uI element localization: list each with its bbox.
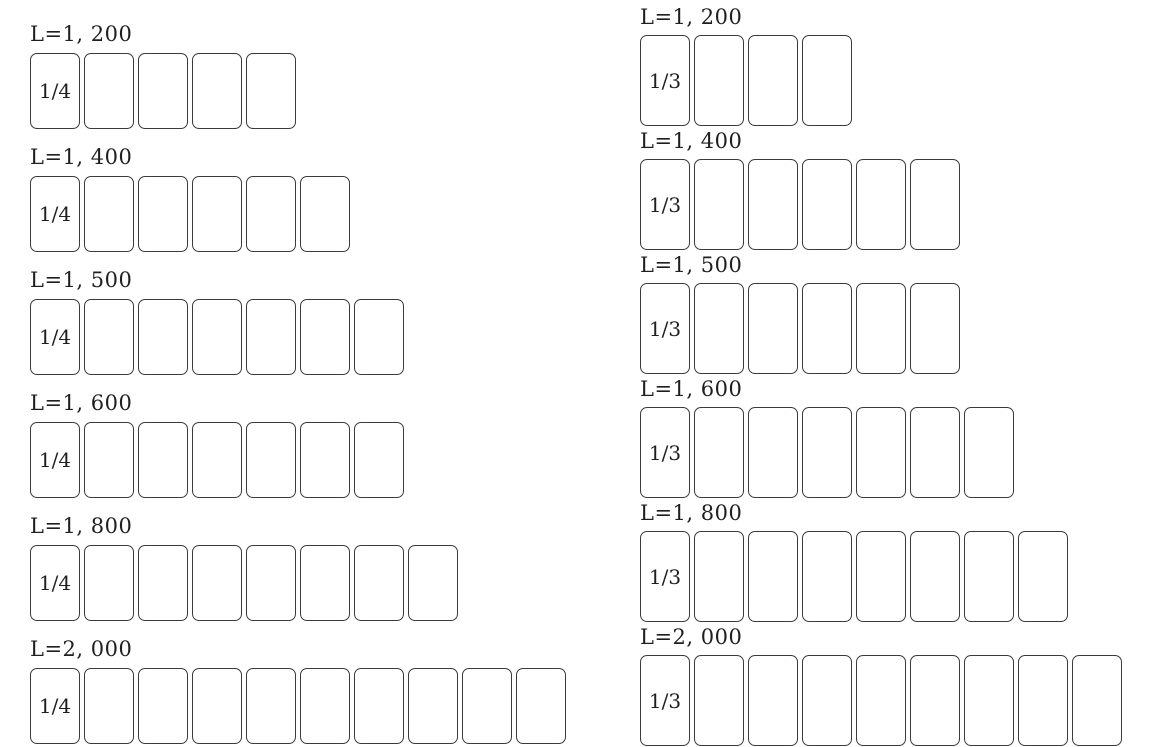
fraction-label: 1/4 <box>38 448 72 472</box>
strip-boxes <box>640 655 1122 746</box>
unit-box <box>1018 655 1068 746</box>
fraction-label: 1/4 <box>38 79 72 103</box>
unit-box <box>910 531 960 622</box>
unit-box <box>694 407 744 498</box>
length-label: L=1, 600 <box>640 377 743 401</box>
unit-box <box>408 545 458 621</box>
fraction-box <box>640 655 690 746</box>
strip-row <box>640 625 1122 746</box>
length-label: L=2, 000 <box>640 625 743 649</box>
strip-boxes <box>640 283 1122 374</box>
unit-box <box>1072 655 1122 746</box>
length-label: L=1, 600 <box>30 391 133 415</box>
fraction-box <box>30 176 80 252</box>
unit-box <box>910 283 960 374</box>
unit-box <box>694 283 744 374</box>
fraction-box <box>30 668 80 744</box>
strip-row <box>640 5 1122 126</box>
strip-row <box>30 145 566 252</box>
strip-row <box>30 637 566 744</box>
unit-box <box>300 422 350 498</box>
unit-box <box>300 176 350 252</box>
fraction-box <box>640 35 690 126</box>
column-one-third <box>640 0 1122 747</box>
strip-row <box>640 377 1122 498</box>
strip-row <box>640 501 1122 622</box>
fraction-label: 1/3 <box>648 688 682 713</box>
strip-boxes <box>640 35 1122 126</box>
strip-boxes <box>30 422 566 498</box>
fraction-label: 1/4 <box>38 202 72 226</box>
length-label: L=1, 800 <box>30 514 133 538</box>
unit-box <box>138 422 188 498</box>
length-label: L=1, 200 <box>640 5 743 29</box>
unit-box <box>694 35 744 126</box>
unit-box <box>748 283 798 374</box>
unit-box <box>694 159 744 250</box>
unit-box <box>138 176 188 252</box>
strip-boxes <box>640 407 1122 498</box>
unit-box <box>964 407 1014 498</box>
unit-box <box>1018 531 1068 622</box>
fraction-label: 1/3 <box>648 192 682 217</box>
strip-row <box>640 253 1122 374</box>
strip-row <box>30 514 566 621</box>
unit-box <box>802 159 852 250</box>
unit-box <box>300 545 350 621</box>
unit-box <box>246 668 296 744</box>
unit-box <box>354 422 404 498</box>
fraction-label: 1/3 <box>648 564 682 589</box>
unit-box <box>246 422 296 498</box>
unit-box <box>138 545 188 621</box>
unit-box <box>802 655 852 746</box>
unit-box <box>856 531 906 622</box>
length-label: L=1, 800 <box>640 501 743 525</box>
unit-box <box>84 299 134 375</box>
unit-box <box>802 407 852 498</box>
fraction-label: 1/4 <box>38 694 72 718</box>
strip-boxes <box>30 176 566 252</box>
unit-box <box>802 35 852 126</box>
unit-box <box>802 531 852 622</box>
unit-box <box>84 545 134 621</box>
length-label: L=1, 400 <box>640 129 743 153</box>
length-label: L=1, 500 <box>640 253 743 277</box>
unit-box <box>192 422 242 498</box>
unit-box <box>138 299 188 375</box>
unit-box <box>354 299 404 375</box>
column-one-quarter <box>30 0 566 747</box>
unit-box <box>964 531 1014 622</box>
strip-boxes <box>30 668 566 744</box>
unit-box <box>300 299 350 375</box>
strip-row <box>30 391 566 498</box>
unit-box <box>354 545 404 621</box>
unit-box <box>694 655 744 746</box>
unit-box <box>748 407 798 498</box>
unit-box <box>192 668 242 744</box>
unit-box <box>192 299 242 375</box>
strip-row <box>640 129 1122 250</box>
unit-box <box>246 53 296 129</box>
unit-box <box>748 159 798 250</box>
unit-box <box>354 668 404 744</box>
unit-box <box>748 35 798 126</box>
unit-box <box>856 283 906 374</box>
unit-box <box>856 159 906 250</box>
fraction-box <box>640 283 690 374</box>
unit-box <box>84 668 134 744</box>
unit-box <box>462 668 512 744</box>
fraction-box <box>30 545 80 621</box>
unit-box <box>300 668 350 744</box>
strip-boxes <box>30 545 566 621</box>
unit-box <box>246 176 296 252</box>
unit-box <box>856 407 906 498</box>
unit-box <box>856 655 906 746</box>
unit-box <box>802 283 852 374</box>
strip-row <box>30 268 566 375</box>
unit-box <box>84 53 134 129</box>
length-label: L=1, 200 <box>30 22 133 46</box>
unit-box <box>408 668 458 744</box>
unit-box <box>516 668 566 744</box>
unit-box <box>138 668 188 744</box>
strip-boxes <box>640 531 1122 622</box>
unit-box <box>246 545 296 621</box>
fraction-label: 1/4 <box>38 325 72 349</box>
unit-box <box>748 531 798 622</box>
strip-boxes <box>30 299 566 375</box>
fraction-label: 1/3 <box>648 440 682 465</box>
strip-row <box>30 22 566 129</box>
unit-box <box>910 655 960 746</box>
strip-boxes <box>640 159 1122 250</box>
fraction-box <box>30 422 80 498</box>
unit-box <box>84 176 134 252</box>
unit-box <box>192 545 242 621</box>
length-label: L=2, 000 <box>30 637 133 661</box>
unit-box <box>246 299 296 375</box>
length-label: L=1, 500 <box>30 268 133 292</box>
unit-box <box>910 407 960 498</box>
fraction-box <box>30 299 80 375</box>
strip-boxes <box>30 53 566 129</box>
fraction-box <box>640 159 690 250</box>
fraction-box <box>30 53 80 129</box>
unit-box <box>694 531 744 622</box>
fraction-label: 1/4 <box>38 571 72 595</box>
unit-box <box>910 159 960 250</box>
unit-box <box>192 53 242 129</box>
unit-box <box>748 655 798 746</box>
fraction-label: 1/3 <box>648 316 682 341</box>
fraction-box <box>640 531 690 622</box>
length-label: L=1, 400 <box>30 145 133 169</box>
unit-box <box>192 176 242 252</box>
fraction-label: 1/3 <box>648 68 682 93</box>
fraction-box <box>640 407 690 498</box>
unit-box <box>964 655 1014 746</box>
unit-box <box>138 53 188 129</box>
unit-box <box>84 422 134 498</box>
